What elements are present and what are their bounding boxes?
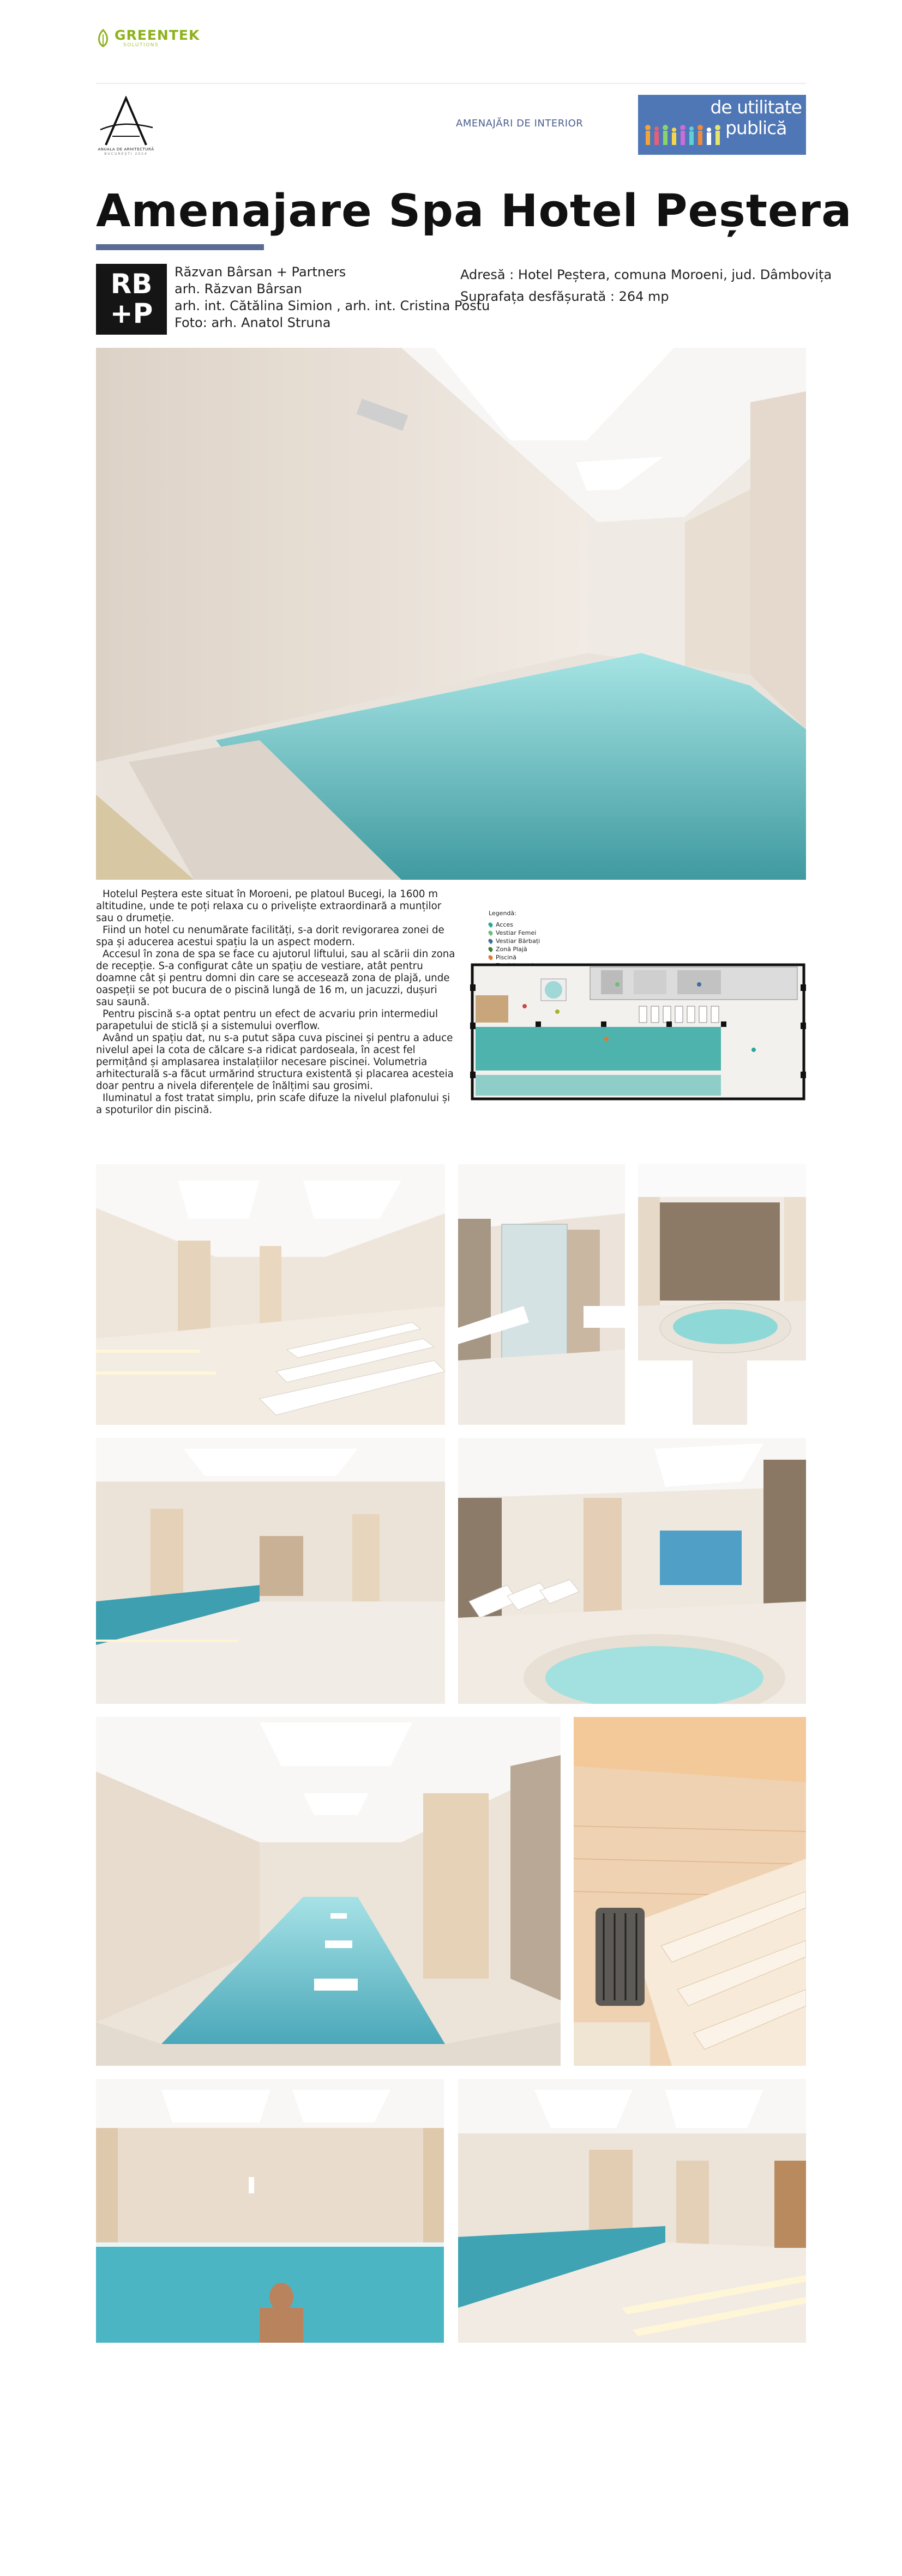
credits <box>175 264 490 331</box>
gallery-photo-long-pool <box>96 1717 561 2066</box>
gallery-photo-sauna <box>574 1717 806 2066</box>
legend-label: Zonă Plajă <box>496 946 527 953</box>
office-logo <box>96 264 167 335</box>
legend-item <box>489 929 540 937</box>
gallery-photo-loungers <box>96 1164 445 1425</box>
office-logo-line-2: +P <box>110 298 153 329</box>
map-pin-icon <box>488 930 494 936</box>
credit-photo: Foto: arh. Anatol Struna <box>175 315 331 330</box>
paragraph: Având un spațiu dat, nu s-a putut săpa cuva piscinei și pentru a aduce nivelul apei la cota de călcare s-a ridicat pardoseala, în acest fel permițând și amplasarea instalațiilor necesare piscinei. Volumetria arhitecturală s-a făcut urmărind structura existentă și placarea acesteia doar pentru a nivela diferențele de înălțimi sau grosimi. <box>96 1032 454 1092</box>
map-pin-icon <box>488 946 494 952</box>
article-body <box>96 888 456 1116</box>
anuala-a-icon <box>96 96 156 146</box>
office-logo-line-1: RB <box>110 268 153 300</box>
greentek-tag: SOLUTIONS <box>123 43 159 48</box>
credit-firm: Răzvan Bârsan + Partners <box>175 264 346 280</box>
hero-pool-photo <box>96 348 806 880</box>
utilitate-publica-banner <box>638 95 806 155</box>
address: Adresă : Hotel Peștera, comuna Moroeni, jud. Dâmbovița <box>460 267 832 282</box>
page-title: Amenajare Spa Hotel Peștera <box>96 185 852 237</box>
gallery-photo-glass-shower <box>458 1164 625 1425</box>
credit-interior-architects: arh. int. Cătălina Simion , arh. int. Cristina Postu <box>175 298 490 313</box>
legend-label: Vestiar Bărbați <box>496 938 540 945</box>
project-meta <box>460 264 832 307</box>
greentek-name: GREENTEK <box>115 27 200 43</box>
gallery-photo-pool-corner <box>458 2079 806 2343</box>
anuala-caption: ANUALA DE ARHITECTURĂ <box>98 147 154 152</box>
map-pin-icon <box>488 938 494 944</box>
anuala-caption-2: BUCUREȘTI 2024 <box>104 152 148 156</box>
map-pin-icon <box>488 954 494 960</box>
paragraph: Fiind un hotel cu nenumărate facilități, s-a dorit revigorarea zonei de spa și aducerea acestui spațiu la un aspect modern. <box>96 924 444 948</box>
paragraph: Accesul în zona de spa se face cu ajutorul liftului, sau al scării din zona de recepție. S-a configurat câte un spațiu de vestiare, atât pentru doamne cât și pentru domni din care se accesează zona de plajă, unde oaspeții se pot bucura de o piscină lungă de 16 m, un jacuzzi, dușuri sau saună. <box>96 948 455 1008</box>
gallery-photo-jacuzzi <box>638 1164 806 1425</box>
paragraph: Iluminatul a fost tratat simplu, prin scafe difuze la nivelul plafonului și a spoturilor din piscină. <box>96 1092 450 1116</box>
paragraph: Pentru piscină s-a optat pentru un efect de acvariu prin intermediul parapetului de sticlă și a sistemului overflow. <box>96 1008 438 1032</box>
credit-architect: arh. Răzvan Bârsan <box>175 281 302 297</box>
banner-line-1: de utilitate <box>710 96 802 118</box>
gallery-photo-pool-side <box>96 1438 445 1704</box>
floor-plan <box>470 963 806 1101</box>
area: Suprafața desfășurată : 264 mp <box>460 289 669 304</box>
title-underline <box>96 244 264 250</box>
paragraph: Hotelul Peștera este situat în Moroeni, pe platoul Bucegi, la 1600 m altitudine, unde te poți relaxa cu o priveliște extraordinară a munților sau o drumeție. <box>96 888 442 924</box>
gallery-photo-swimmer <box>96 2079 444 2343</box>
banner-line-2: publică <box>725 117 787 138</box>
legend-item <box>489 953 540 962</box>
legend-label: Acces <box>496 921 513 928</box>
legend-label: Piscină <box>496 954 516 961</box>
map-pin-icon <box>488 922 494 928</box>
greentek-logo[interactable] <box>96 28 200 48</box>
top-divider <box>96 83 806 84</box>
legend-item <box>489 937 540 945</box>
leaf-icon <box>96 29 110 47</box>
gallery-photo-jacuzzi-loungers <box>458 1438 806 1704</box>
section-tag: AMENAJĂRI DE INTERIOR <box>456 118 584 129</box>
legend-title: Legendă: <box>489 910 516 917</box>
anuala-arhitectura-logo[interactable] <box>96 96 156 156</box>
legend-item <box>489 945 540 953</box>
legend-label: Vestiar Femei <box>496 929 537 936</box>
legend-item <box>489 921 540 929</box>
